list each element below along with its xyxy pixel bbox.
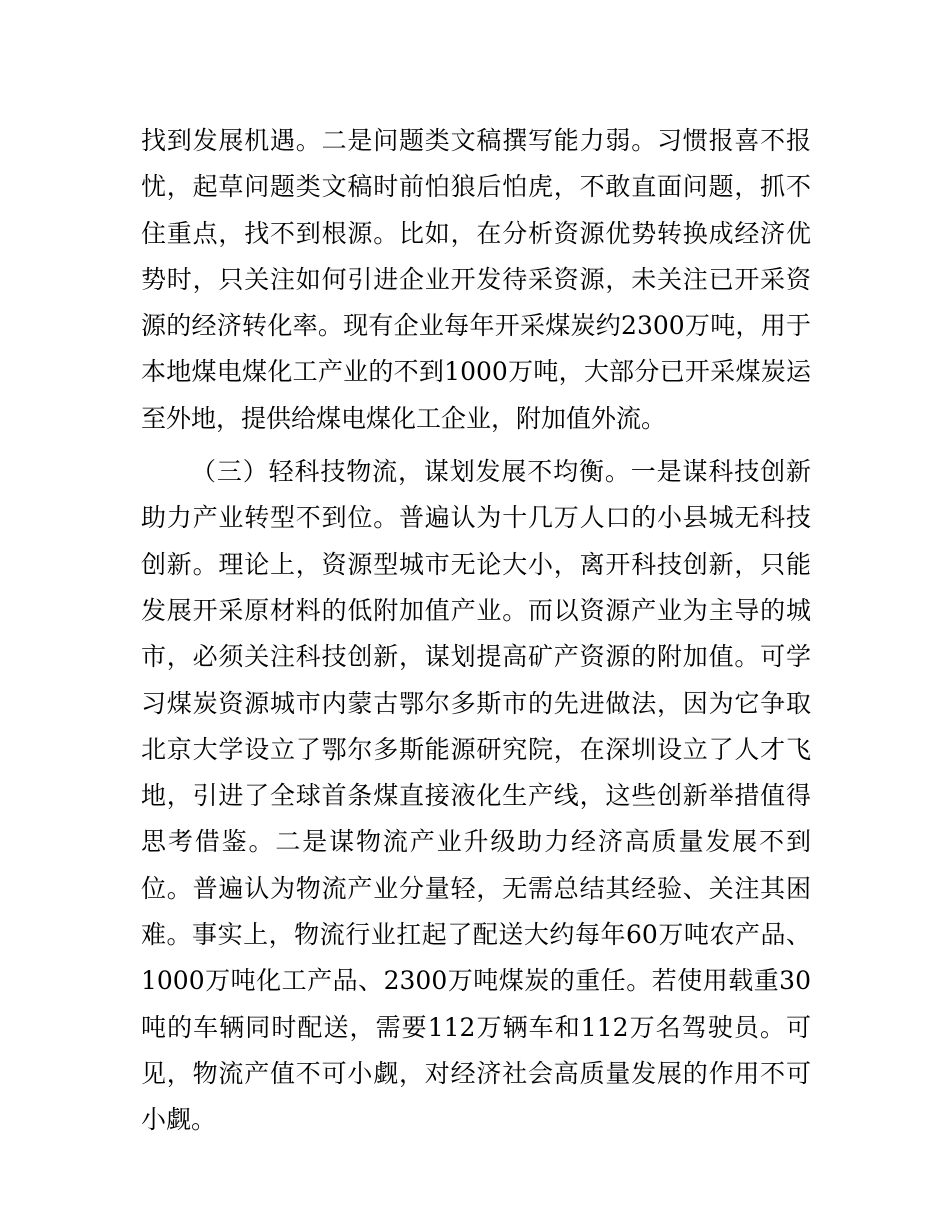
document-body <box>141 118 811 1144</box>
body-paragraph-section-three: （三）轻科技物流，谋划发展不均衡。一是谋科技创新助力产业转型不到位。普遍认为十几万人口的小县城无科技创新。理论上，资源型城市无论大小，离开科技创新，只能发展开采原材料的低附加值产业。而以资源产业为主导的城市，必须关注科技创新，谋划提高矿产资源的附加值。可学习煤炭资源城市内蒙古鄂尔多斯市的先进做法，因为它争取北京大学设立了鄂尔多斯能源研究院，在深圳设立了人才飞地，引进了全球首条煤直接液化生产线，这些创新举措值得思考借鉴。二是谋物流产业升级助力经济高质量发展不到位。普遍认为物流产业分量轻，无需总结其经验、关注其困难。事实上，物流行业扛起了配送大约每年60万吨农产品、1000万吨化工产品、2300万吨煤炭的重任。若使用载重30吨的车辆同时配送，需要112万辆车和112万名驾驶员。可见，物流产值不可小觑，对经济社会高质量发展的作用不可小觑。 <box>141 457 811 1135</box>
body-paragraph-continued: 找到发展机遇。二是问题类文稿撰写能力弱。习惯报喜不报忧，起草问题类文稿时前怕狼后怕虎，不敢直面问题，抓不住重点，找不到根源。比如，在分析资源优势转换成经济优势时，只关注如何引进企业开发待采资源，未关注已开采资源的经济转化率。现有企业每年开采煤炭约2300万吨，用于本地煤电煤化工产业的不到1000万吨，大部分已开采煤炭运至外地，提供给煤电煤化工企业，附加值外流。 <box>141 126 811 433</box>
